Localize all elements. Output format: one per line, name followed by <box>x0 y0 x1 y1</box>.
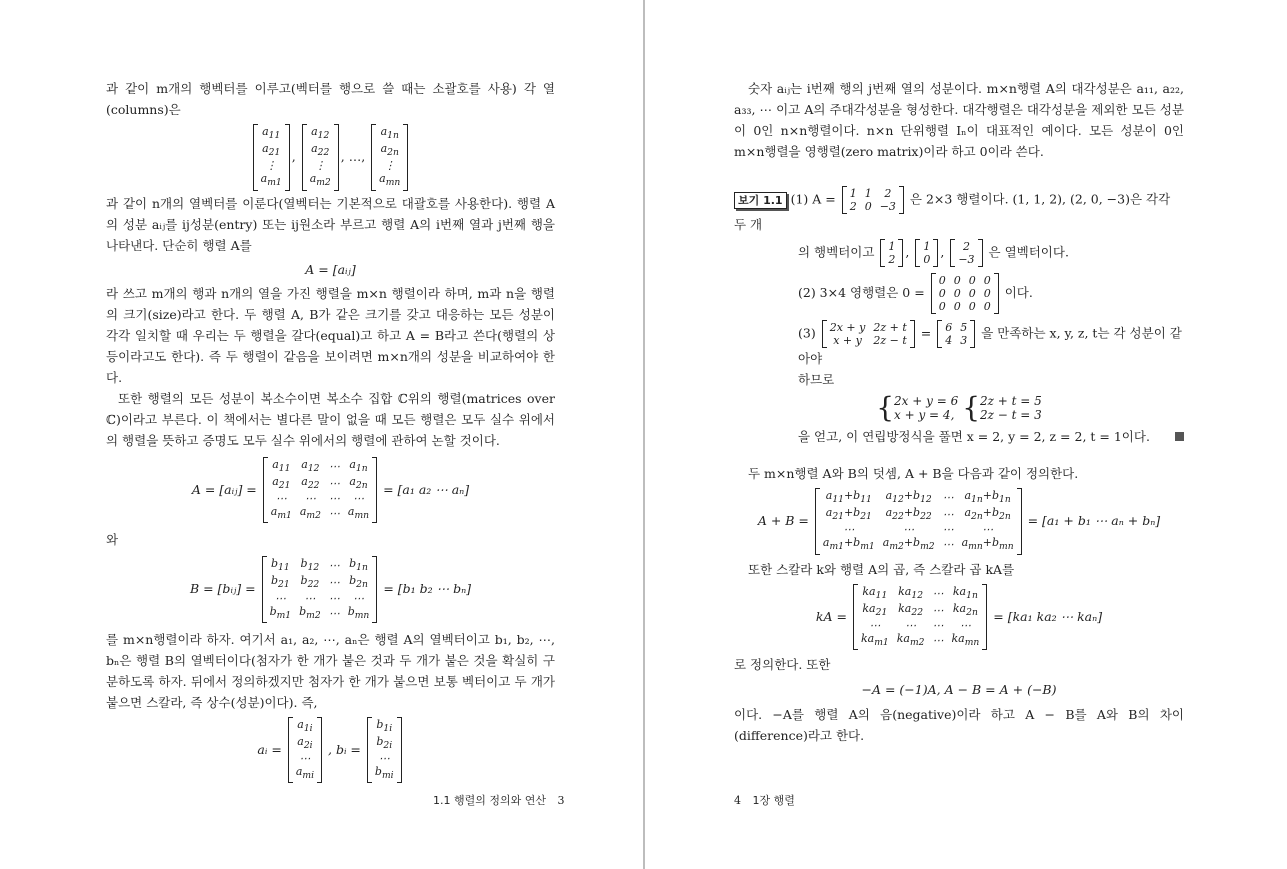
example-label: 보기 1.1 <box>734 192 787 209</box>
example-line-3: (2) 3×4 영행렬은 0 = 0 0 0 0 0 0 0 0 0 0 0 0 이다. <box>798 274 1033 313</box>
ex1-lhs: (1) A = <box>790 191 836 207</box>
eq-bi-lhs: , bᵢ = <box>328 741 361 757</box>
sys2-eq2: 2z − t = 3 <box>980 408 1042 422</box>
paragraph-5: 를 m×n행렬이라 하자. 여기서 a₁, a₂, ⋯, aₙ은 행렬 A의 열벡터이고 b₁, b₂, ⋯, bₙ은 행렬 B의 열벡터이다(첨자가 한 개가 붙은 것과 두 개가 붙은 것을 확실히 구분하도록 하자. 뒤에서 정의하겠지만 첨자가 한 개가 붙으면 보통 벡터이고 두 개가 붙으면 스칼라, 즉 상수(성분)이다). 즉, <box>106 631 555 710</box>
linear-system: {2x + y = 6 x + y = 4, {2z + t = 5 2z − t = 3 <box>876 391 1042 424</box>
ex3-equals: = <box>920 325 932 341</box>
page-number: 3 <box>557 794 565 807</box>
equation-matrix-b: B = [bᵢⱼ] = $b_{11}$ $b_{12}$ ⋯ $b_{1n}$ $b_{21}$ $b_{22}$ ⋯ $b_{2n}$ ⋯ ⋯ ⋯ ⋯ $b_{m1}$ $b_{m2}$ ⋯ $b_{mn}$ = [b₁ b₂ ⋯ bₙ] <box>189 557 472 621</box>
paragraph-4: 또한 행렬의 모든 성분이 복소수이면 복소수 집합 ℂ위의 행렬(matrices over ℂ)이라고 부른다. 이 책에서는 별다른 말이 없을 때 모든 행렬은 모두 실수 위에서의 행렬을 뜻하고 증명도 모두 실수 위에서의 행렬에 관하여 논할 것이다. <box>106 390 555 448</box>
equation-a-def: A = [aᵢⱼ] <box>305 261 356 277</box>
sys1-eq1: 2x + y = 6 <box>894 394 959 408</box>
paragraph-4: 로 정의한다. 또한 <box>734 657 831 673</box>
right-column <box>734 78 1184 746</box>
equation-ai-bi: aᵢ = $a_{1i}$ $a_{2i}$ ⋯ $a_{mi}$ , bᵢ = $b_{1i}$ $b_{2i}$ ⋯ $b_{mi}$ <box>106 717 555 784</box>
example-line-2: 의 행벡터이고 1 2 , 1 0 , 2 −3 은 열벡터이다. <box>798 240 1069 266</box>
left-footer <box>433 792 565 808</box>
equation-sum: A + B = $a_{11}+b_{11}$ $a_{12}+b_{12}$ ⋯ $a_{1n}+b_{1n}$ $a_{21}+b_{21}$ $a_{22}+b_{22}$ ⋯ $a_{2n}+b_{2n}$ ⋯ ⋯ ⋯ ⋯ $a_{m1}+b_{m1}$ $a_{m2}+b_{m2}$ ⋯ $a_{mn}+b_{mn}$ = [a₁ + b₁ ⋯ aₙ + bₙ] <box>757 489 1161 553</box>
equation-matrix-a: A = [aᵢⱼ] = $a_{11}$ $a_{12}$ ⋯ $a_{1n}$ $a_{21}$ $a_{22}$ ⋯ $a_{2n}$ ⋯ ⋯ ⋯ ⋯ $a_{m1}$ $a_{m2}$ ⋯ $a_{mn}$ = [a₁ a₂ ⋯ aₙ] <box>191 457 470 522</box>
eq-a-rhs: = [a₁ a₂ ⋯ aₙ] <box>383 481 470 497</box>
eq-b-lhs: B = [bᵢⱼ] = <box>189 580 256 596</box>
example-line-5: 하므로 <box>798 372 835 387</box>
ex1-col-vectors-text: 은 열벡터이다. <box>988 244 1069 260</box>
paragraph-5: 이다. −A를 행렬 A의 음(negative)이라 하고 A − B를 A와 B의 차이(difference)라고 한다. <box>734 707 1184 744</box>
paragraph-1: 숫자 aᵢⱼ는 i번째 행의 j번째 열의 성분이다. m×n행렬 A의 대각성분은 a₁₁, a₂₂, a₃₃, ⋯ 이고 A의 주대각성분을 형성한다. 대각행렬은 대각성분을 제외한 모든 성분이 0인 n×n행렬이다. n×n 단위행렬 Iₙ이 대표적인 예이다. 모든 성분이 0인 m×n행렬을 영행렬(zero matrix)이라 하고 0이라 쓴다. <box>734 81 1184 159</box>
left-column <box>106 78 555 787</box>
right-footer <box>734 792 795 808</box>
paragraph-2: 과 같이 n개의 열벡터를 이룬다(열벡터는 기본적으로 대괄호를 사용한다). 행렬 A의 성분 aᵢⱼ를 ij성분(entry) 또는 ij원소라 부르고 행렬 A의 i번째 열과 j번째 행을 나타낸다. 단순히 행렬 A를 <box>106 195 555 253</box>
example-line-6 <box>734 426 1184 447</box>
end-of-example-icon <box>1175 432 1184 441</box>
right-page <box>645 0 1287 869</box>
eq-a-lhs: A = [aᵢⱼ] = <box>191 481 257 497</box>
footer-title: 1.1 행렬의 정의와 연산 <box>433 794 546 807</box>
eq-sum-lhs: A + B = <box>757 512 809 528</box>
paragraph-3: 라 쓰고 m개의 행과 n개의 열을 가진 행렬을 m×n 행렬이라 하며, m과 n을 행렬의 크기(size)라고 한다. 두 행렬 A, B가 같은 크기를 갖고 대응하는 모든 성분이 각각 일치할 때 우리는 두 행렬을 갈다(equal)고 하고 A = B라고 쓴다(행렬의 상등이라고도 한다). 즉 두 행렬이 같음을 보이려면 m×n개의 성분을 비교하여야 한다. <box>106 285 555 385</box>
paragraph-1: 과 같이 m개의 행벡터를 이루고(벡터를 행으로 쓸 때는 소괄호를 사용) 각 열(columns)은 <box>106 81 555 117</box>
left-page <box>0 0 642 869</box>
equation-negative: −A = (−1)A, A − B = A + (−B) <box>861 682 1057 698</box>
column-vectors: $a_{11}$ $a_{21}$ ⋮ $a_{m1}$ , $a_{12}$ $a_{22}$ ⋮ $a_{m2}$ , …, $a_{1n}$ $a_{2n}$ ⋮ $a_{mn}$ <box>106 124 555 191</box>
example-1-1 <box>734 186 1184 447</box>
ex3-solution: 을 얻고, 이 연립방정식을 풀면 x = 2, y = 2, z = 2, t = 1이다. <box>798 429 1150 444</box>
eq-k-lhs: kA = <box>815 608 847 624</box>
page-number: 4 <box>734 794 741 807</box>
example-line-4: (3) 2x + y 2z + t x + y 2z − t = 6 5 4 3 을 만족하는 x, y, z, t는 각 성분이 같아야 <box>798 321 1182 366</box>
ex1-row-vectors-text: 의 행벡터이고 <box>798 244 875 260</box>
eq-ai-lhs: aᵢ = <box>257 741 282 757</box>
eq-b-rhs: = [b₁ b₂ ⋯ bₙ] <box>383 580 472 596</box>
sys2-eq1: 2z + t = 5 <box>980 394 1042 408</box>
ex2-lhs: (2) 3×4 영행렬은 0 = <box>798 285 925 300</box>
ex3-number: (3) <box>798 325 816 341</box>
example-line-1: 보기 1.1 (1) A = 1 1 2 2 0 −3 은 2×3 행렬이다. (1, 1, 2), (2, 0, −3)은 각각 두 개 <box>734 187 1171 232</box>
sys1-eq2: x + y = 4, <box>894 408 955 422</box>
ex2-text: 이다. <box>1004 285 1033 300</box>
footer-title: 1장 행렬 <box>752 794 795 807</box>
eq-sum-rhs: = [a₁ + b₁ ⋯ aₙ + bₙ] <box>1027 512 1161 528</box>
eq-k-rhs: = [ka₁ ka₂ ⋯ kaₙ] <box>993 608 1103 624</box>
paragraph-3: 또한 스칼라 k와 행렬 A의 곱, 즉 스칼라 곱 kA를 <box>748 561 1015 577</box>
equation-scalar: kA = $ka_{11}$ $ka_{12}$ ⋯ $ka_{1n}$ $ka_{21}$ $ka_{22}$ ⋯ $ka_{2n}$ ⋯ ⋯ ⋯ ⋯ $ka_{m1}$ $ka_{m2}$ ⋯ $ka_{mn}$ = [ka₁ ka₂ ⋯ kaₙ] <box>815 584 1103 649</box>
ex3-text: 을 만족하는 x, y, z, t는 각 성분이 같아야 <box>798 325 1182 366</box>
wa-text: 와 <box>106 532 119 548</box>
paragraph-2: 두 m×n행렬 A와 B의 덧셈, A + B을 다음과 같이 정의한다. <box>748 466 1079 481</box>
ex1-text: 은 2×3 행렬이다. (1, 1, 2), (2, 0, −3)은 각각 두 개 <box>734 191 1171 232</box>
